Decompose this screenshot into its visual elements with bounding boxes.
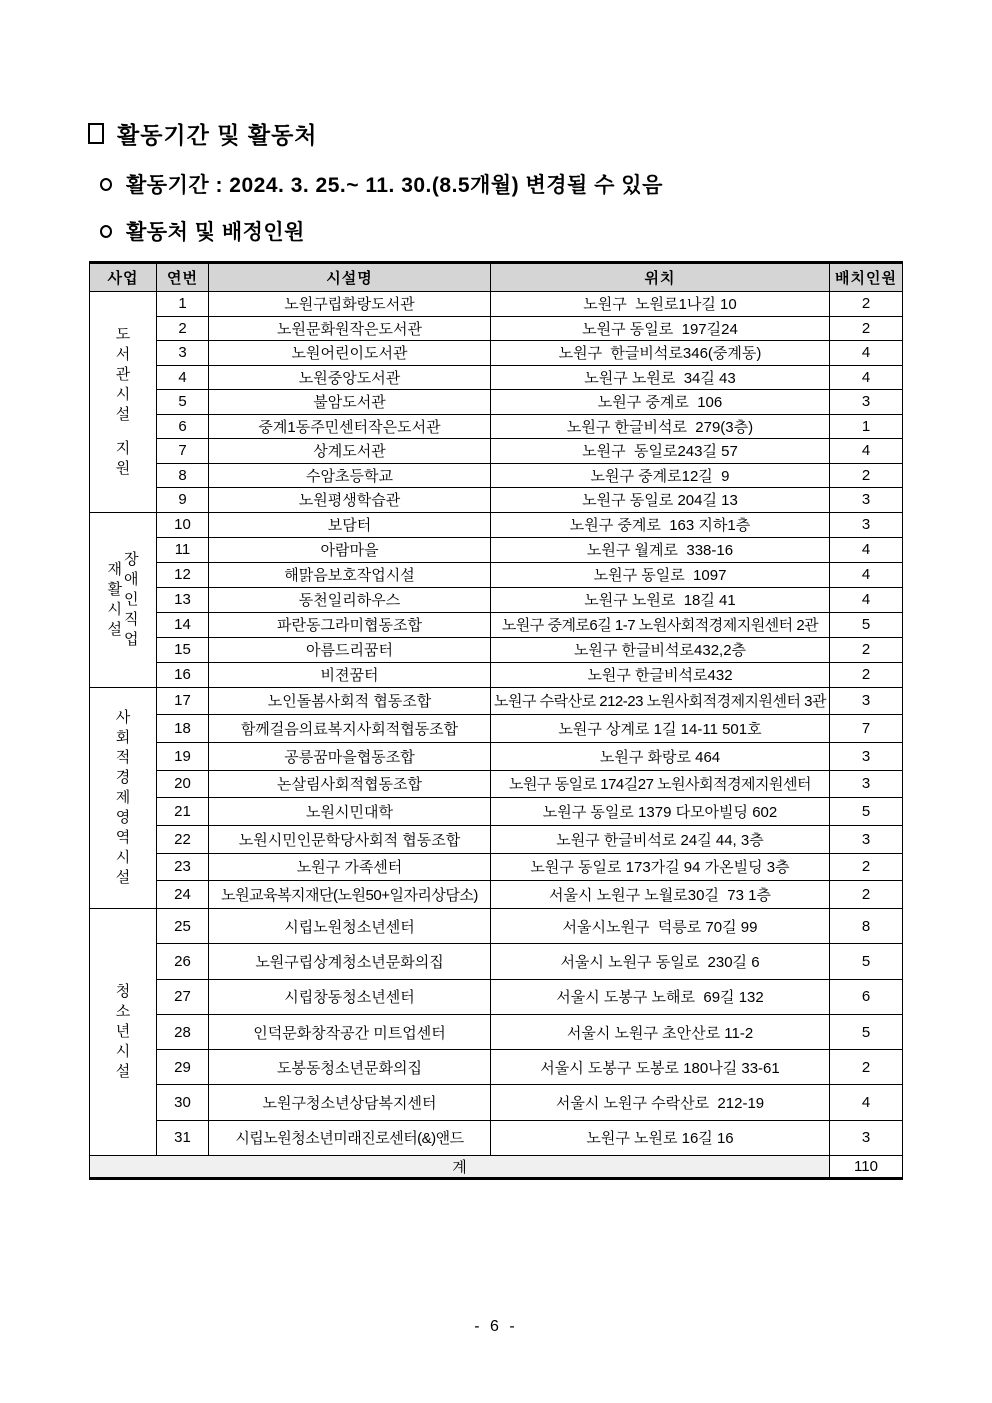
assigned-count: 2 <box>830 853 903 881</box>
facility-location: 노원구 중계로 163 지하1층 <box>491 512 830 537</box>
row-number: 23 <box>157 853 209 881</box>
facility-name: 노원시민인문학당사회적 협동조합 <box>209 825 491 853</box>
assigned-count: 4 <box>830 537 903 562</box>
row-number: 24 <box>157 881 209 909</box>
assigned-count: 2 <box>830 1050 903 1085</box>
table-row <box>90 742 903 770</box>
row-number: 16 <box>157 662 209 687</box>
assigned-count: 2 <box>830 463 903 488</box>
facility-name: 시립창동청소년센터 <box>209 979 491 1014</box>
facility-location: 노원구 화랑로 464 <box>491 742 830 770</box>
facility-location: 노원구 노원로1나길 10 <box>491 292 830 317</box>
table-row <box>90 1014 903 1049</box>
table-header-row <box>90 263 903 292</box>
row-number: 13 <box>157 587 209 612</box>
table-row <box>90 853 903 881</box>
table-row <box>90 662 903 687</box>
facility-location: 노원구 동일로 1097 <box>491 562 830 587</box>
group-label-2: 재 활 시 설 장 애 인 직 업 <box>90 512 157 687</box>
assigned-count: 4 <box>830 341 903 366</box>
row-number: 22 <box>157 825 209 853</box>
row-number: 9 <box>157 488 209 513</box>
bullet-activity-period <box>100 169 663 199</box>
facility-name: 노원평생학습관 <box>209 488 491 513</box>
facility-table-body <box>90 292 903 1179</box>
table-row <box>90 770 903 798</box>
table-row <box>90 292 903 317</box>
header-facility-name: 시설명 <box>209 263 491 292</box>
facility-location: 노원구 동일로 173가길 94 가온빌딩 3층 <box>491 853 830 881</box>
facility-name: 노원구청소년상담복지센터 <box>209 1085 491 1120</box>
row-number: 6 <box>157 414 209 439</box>
facility-name: 노원구립상계청소년문화의집 <box>209 944 491 979</box>
group-label-3: 사 회 적 경 제 영 역 시 설 <box>90 687 157 909</box>
table-row <box>90 537 903 562</box>
bullet-placement-text: 활동처 및 배정인원 <box>126 221 305 244</box>
facility-name: 노원구 가족센터 <box>209 853 491 881</box>
facility-location: 노원구 동일로 204길 13 <box>491 488 830 513</box>
table-row <box>90 512 903 537</box>
circle-bullet-icon <box>100 178 112 191</box>
total-label: 계 <box>90 1156 830 1179</box>
assigned-count: 3 <box>830 770 903 798</box>
facility-name: 상계도서관 <box>209 439 491 464</box>
assigned-count: 5 <box>830 798 903 826</box>
facility-name: 공릉꿈마을협동조합 <box>209 742 491 770</box>
row-number: 29 <box>157 1050 209 1085</box>
table-row <box>90 488 903 513</box>
facility-location: 노원구 한글비석로 279(3층) <box>491 414 830 439</box>
row-number: 3 <box>157 341 209 366</box>
row-number: 4 <box>157 365 209 390</box>
facility-name: 노원문화원작은도서관 <box>209 316 491 341</box>
table-row <box>90 463 903 488</box>
header-number: 연번 <box>157 263 209 292</box>
facility-name: 함께걸음의료복지사회적협동조합 <box>209 715 491 743</box>
assigned-count: 3 <box>830 512 903 537</box>
table-row <box>90 612 903 637</box>
assigned-count: 5 <box>830 612 903 637</box>
facility-location: 노원구 중계로6길 1-7 노원사회적경제지원센터 2관 <box>491 612 830 637</box>
row-number: 15 <box>157 637 209 662</box>
facility-location: 서울시 노원구 수락산로 212-19 <box>491 1085 830 1120</box>
row-number: 21 <box>157 798 209 826</box>
row-number: 27 <box>157 979 209 1014</box>
facility-location: 노원구 동일로243길 57 <box>491 439 830 464</box>
facility-name: 노원교육복지재단(노원50+일자리상담소) <box>209 881 491 909</box>
facility-name: 해맑음보호작업시설 <box>209 562 491 587</box>
table-row <box>90 944 903 979</box>
facility-location: 서울시 도봉구 노해로 69길 132 <box>491 979 830 1014</box>
table-row <box>90 365 903 390</box>
table-row <box>90 587 903 612</box>
row-number: 8 <box>157 463 209 488</box>
assigned-count: 5 <box>830 944 903 979</box>
total-assigned-count: 110 <box>830 1156 903 1179</box>
table-row <box>90 881 903 909</box>
header-business: 사업 <box>90 263 157 292</box>
table-row <box>90 687 903 715</box>
facility-location: 노원구 한글비석로 24길 44, 3층 <box>491 825 830 853</box>
assigned-count: 8 <box>830 909 903 944</box>
facility-name: 노인돌봄사회적 협동조합 <box>209 687 491 715</box>
assigned-count: 4 <box>830 587 903 612</box>
facility-location: 노원구 한글비석로346(중계동) <box>491 341 830 366</box>
table-row <box>90 562 903 587</box>
table-row <box>90 390 903 415</box>
square-bullet-icon <box>88 123 104 144</box>
facility-location: 노원구 중계로12길 9 <box>491 463 830 488</box>
row-number: 11 <box>157 537 209 562</box>
row-number: 20 <box>157 770 209 798</box>
facility-location: 노원구 중계로 106 <box>491 390 830 415</box>
row-number: 10 <box>157 512 209 537</box>
assigned-count: 2 <box>830 637 903 662</box>
facility-name: 비젼꿈터 <box>209 662 491 687</box>
assigned-count: 1 <box>830 414 903 439</box>
facility-name: 시립노원청소년미래진로센터(&)앤드 <box>209 1120 491 1155</box>
facility-location: 서울시 노원구 동일로 230길 6 <box>491 944 830 979</box>
facility-location: 노원구 동일로 174길27 노원사회적경제지원센터 <box>491 770 830 798</box>
assigned-count: 2 <box>830 316 903 341</box>
facility-name: 보담터 <box>209 512 491 537</box>
facility-location: 서울시 도봉구 도봉로 180나길 33-61 <box>491 1050 830 1085</box>
facility-location: 노원구 상계로 1길 14-11 501호 <box>491 715 830 743</box>
table-row <box>90 715 903 743</box>
row-number: 2 <box>157 316 209 341</box>
facility-name: 노원어린이도서관 <box>209 341 491 366</box>
facility-name: 노원시민대학 <box>209 798 491 826</box>
facility-location: 노원구 노원로 18길 41 <box>491 587 830 612</box>
table-row <box>90 414 903 439</box>
facility-location: 노원구 월계로 338-16 <box>491 537 830 562</box>
facility-location: 서울시 노원구 노월로30길 73 1층 <box>491 881 830 909</box>
group-label-4: 청 소 년 시 설 <box>90 909 157 1156</box>
facility-name: 논살림사회적협동조합 <box>209 770 491 798</box>
table-row <box>90 1120 903 1155</box>
group-label-1: 도 서 관 시 설 지 원 <box>90 292 157 513</box>
row-number: 28 <box>157 1014 209 1049</box>
assigned-count: 2 <box>830 662 903 687</box>
facility-name: 시립노원청소년센터 <box>209 909 491 944</box>
row-number: 17 <box>157 687 209 715</box>
facility-location: 노원구 한글비석로432,2층 <box>491 637 830 662</box>
section-title <box>88 117 318 150</box>
row-number: 19 <box>157 742 209 770</box>
assigned-count: 7 <box>830 715 903 743</box>
table-row <box>90 1050 903 1085</box>
row-number: 18 <box>157 715 209 743</box>
facility-location: 노원구 동일로 1379 다모아빌딩 602 <box>491 798 830 826</box>
facility-location: 서울시 노원구 초안산로 11-2 <box>491 1014 830 1049</box>
bullet-placement <box>100 216 305 246</box>
facility-name: 수암초등학교 <box>209 463 491 488</box>
assigned-count: 4 <box>830 439 903 464</box>
facility-location: 서울시노원구 덕릉로 70길 99 <box>491 909 830 944</box>
facility-name: 노원구립화랑도서관 <box>209 292 491 317</box>
facility-name: 아름드리꿈터 <box>209 637 491 662</box>
facility-location: 노원구 노원로 34길 43 <box>491 365 830 390</box>
assigned-count: 3 <box>830 687 903 715</box>
assigned-count: 3 <box>830 390 903 415</box>
row-number: 30 <box>157 1085 209 1120</box>
assigned-count: 3 <box>830 1120 903 1155</box>
page-number: - 6 - <box>474 1318 518 1335</box>
row-number: 25 <box>157 909 209 944</box>
row-number: 12 <box>157 562 209 587</box>
facility-location: 노원구 한글비석로432 <box>491 662 830 687</box>
table-row <box>90 909 903 944</box>
assigned-count: 4 <box>830 1085 903 1120</box>
row-number: 26 <box>157 944 209 979</box>
facility-name: 노원중앙도서관 <box>209 365 491 390</box>
row-number: 14 <box>157 612 209 637</box>
facility-table <box>89 261 903 1180</box>
header-location: 위치 <box>491 263 830 292</box>
assigned-count: 3 <box>830 825 903 853</box>
row-number: 31 <box>157 1120 209 1155</box>
table-total-row <box>90 1156 903 1179</box>
table-row <box>90 825 903 853</box>
row-number: 7 <box>157 439 209 464</box>
assigned-count: 2 <box>830 292 903 317</box>
table-row <box>90 439 903 464</box>
section-title-text: 활동기간 및 활동처 <box>117 122 318 148</box>
facility-name: 인덕문화창작공간 미트업센터 <box>209 1014 491 1049</box>
assigned-count: 4 <box>830 562 903 587</box>
facility-name: 도봉동청소년문화의집 <box>209 1050 491 1085</box>
assigned-count: 5 <box>830 1014 903 1049</box>
row-number: 5 <box>157 390 209 415</box>
table-row <box>90 316 903 341</box>
circle-bullet-icon <box>100 225 112 238</box>
table-row <box>90 637 903 662</box>
header-assigned-count: 배치인원 <box>830 263 903 292</box>
table-row <box>90 798 903 826</box>
table-row <box>90 979 903 1014</box>
facility-name: 파란동그라미협동조합 <box>209 612 491 637</box>
facility-name: 중계1동주민센터작은도서관 <box>209 414 491 439</box>
assigned-count: 4 <box>830 365 903 390</box>
facility-location: 노원구 동일로 197길24 <box>491 316 830 341</box>
table-row <box>90 341 903 366</box>
assigned-count: 3 <box>830 488 903 513</box>
facility-name: 불암도서관 <box>209 390 491 415</box>
facility-location: 노원구 수락산로 212-23 노원사회적경제지원센터 3관 <box>491 687 830 715</box>
table-row <box>90 1085 903 1120</box>
facility-location: 노원구 노원로 16길 16 <box>491 1120 830 1155</box>
facility-name: 아람마을 <box>209 537 491 562</box>
bullet-activity-period-text: 활동기간 : 2024. 3. 25.~ 11. 30.(8.5개월) 변경될 수 있음 <box>126 174 663 197</box>
assigned-count: 2 <box>830 881 903 909</box>
assigned-count: 6 <box>830 979 903 1014</box>
row-number: 1 <box>157 292 209 317</box>
assigned-count: 3 <box>830 742 903 770</box>
facility-name: 동천일리하우스 <box>209 587 491 612</box>
